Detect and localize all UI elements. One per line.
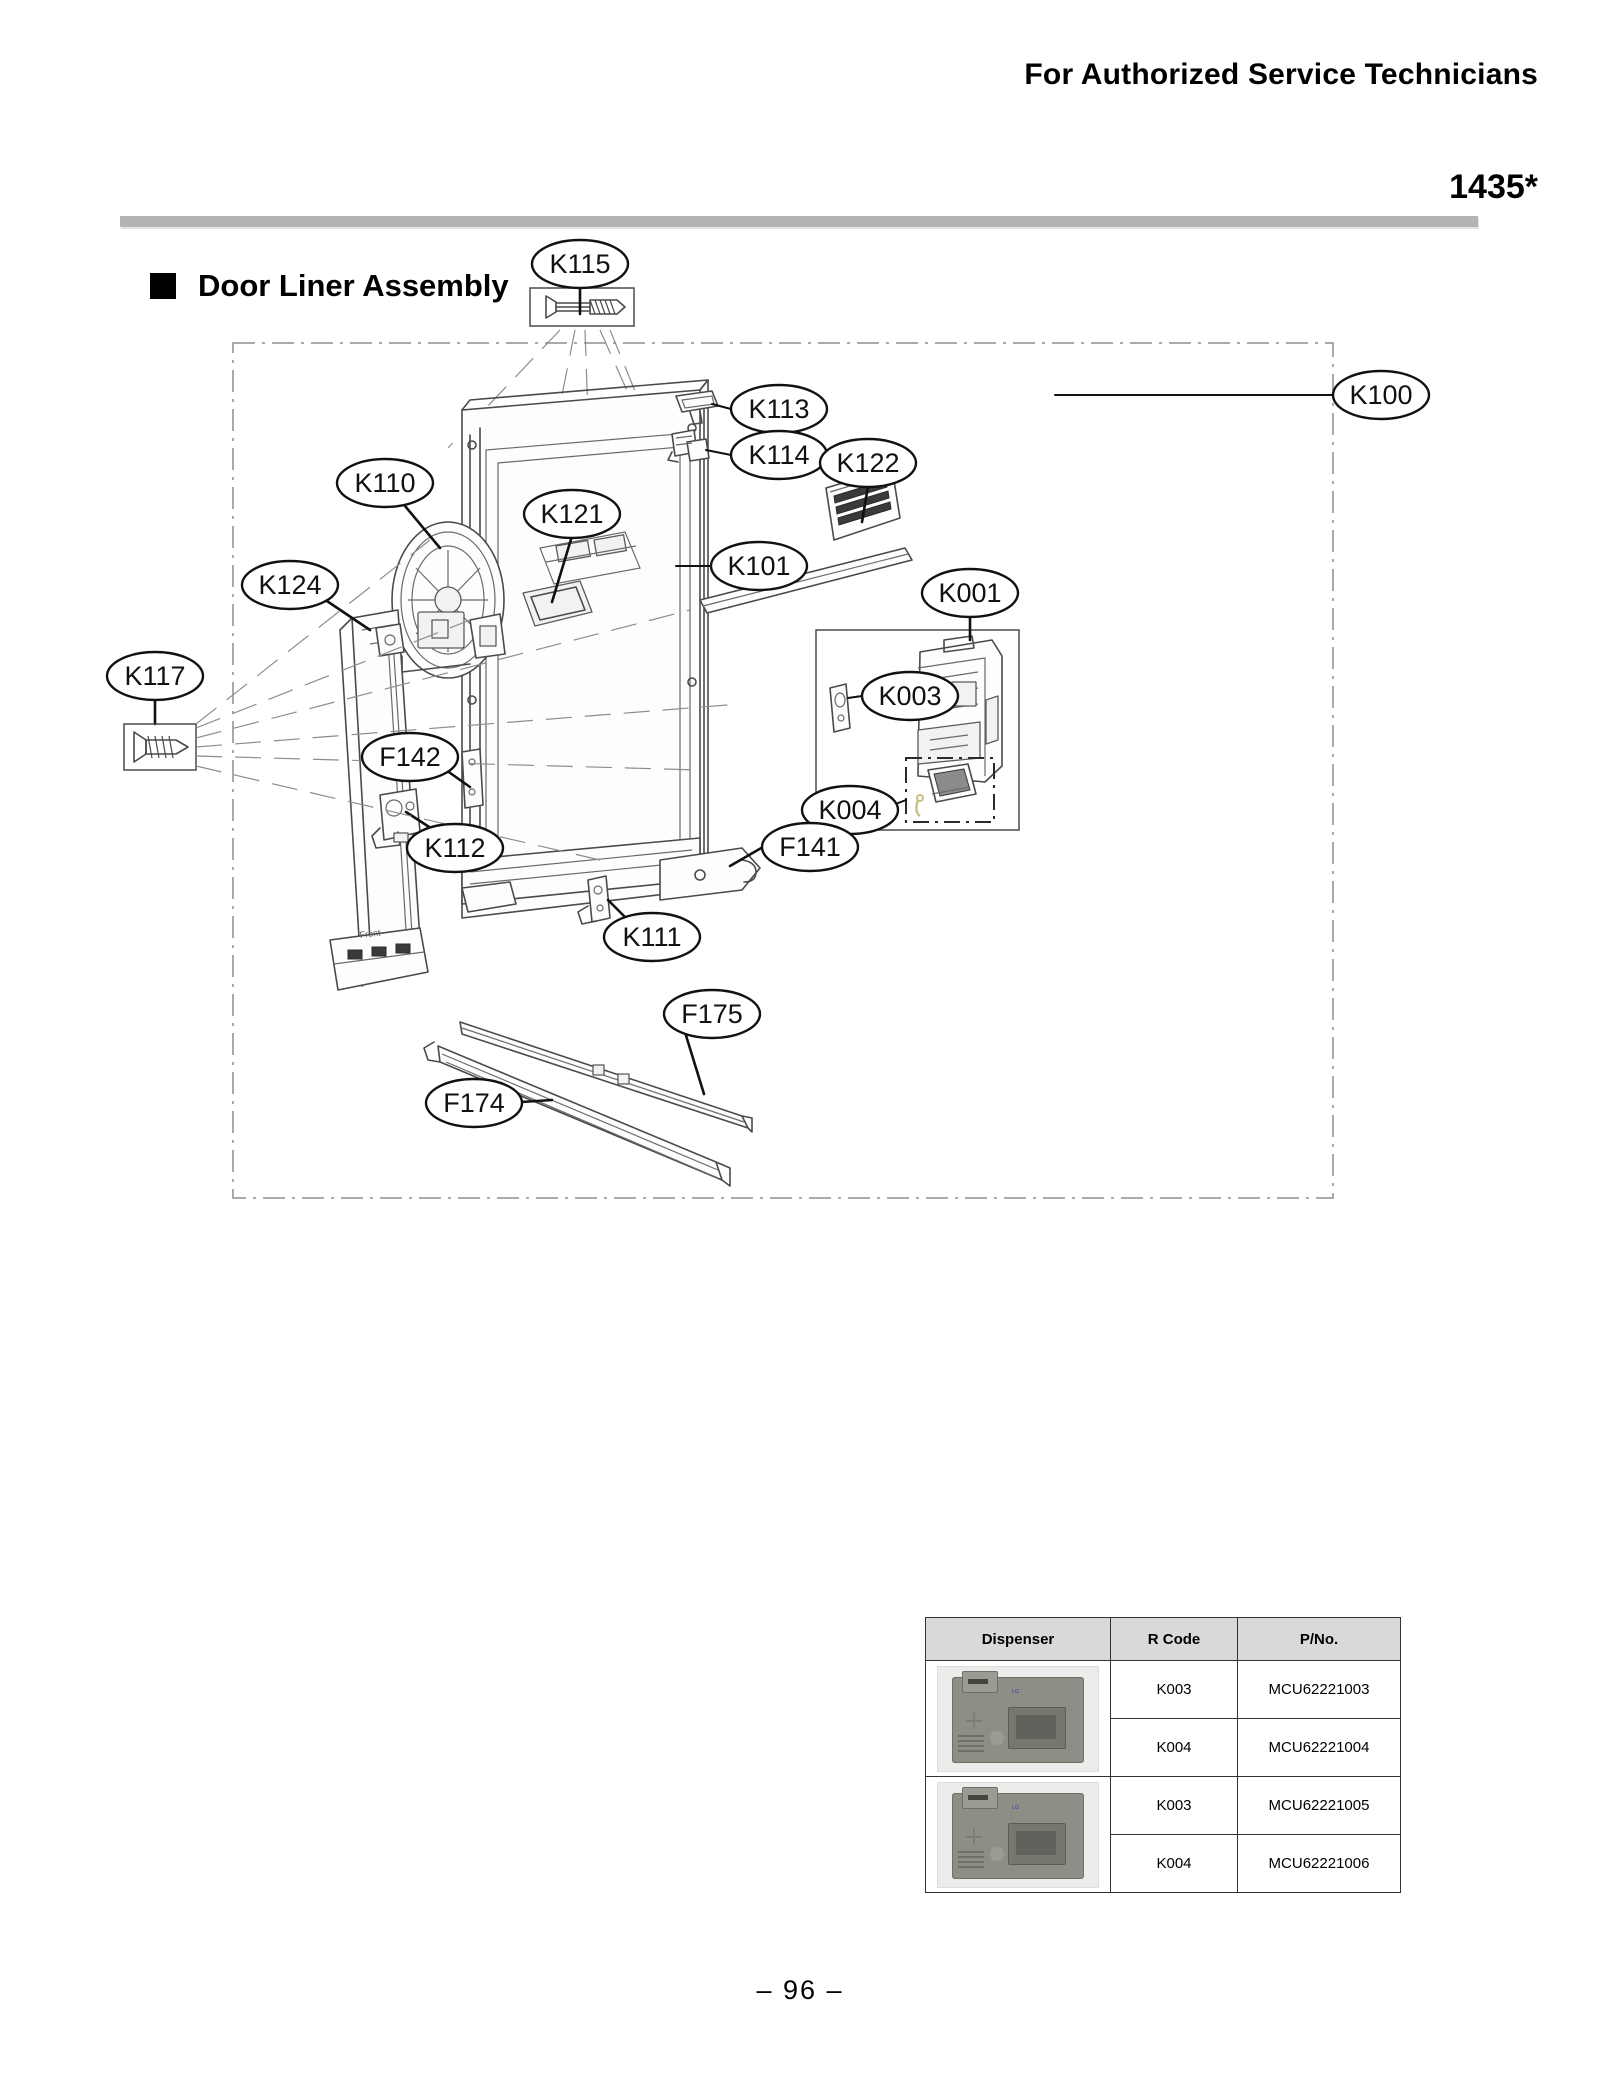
callout-k114[interactable]	[731, 431, 827, 479]
callout-k100[interactable]	[1333, 371, 1429, 419]
part-k117-screw-detail	[124, 724, 196, 770]
callout-label: K100	[1349, 380, 1413, 410]
section-heading	[150, 268, 509, 304]
cell-pno: MCU62221003	[1238, 1661, 1401, 1719]
callout-k112[interactable]	[407, 824, 503, 872]
callout-k111[interactable]	[604, 913, 700, 961]
callout-label: K115	[549, 249, 611, 279]
callout-k124[interactable]	[242, 561, 338, 609]
callout-label: K113	[748, 394, 810, 424]
cell-rcode: K004	[1111, 1719, 1238, 1777]
callout-label: K122	[836, 448, 900, 478]
cell-rcode: K003	[1111, 1661, 1238, 1719]
section-title-label: Door Liner Assembly	[198, 268, 509, 303]
callout-label: K001	[938, 578, 1002, 608]
front-label: Front	[359, 927, 382, 940]
callout-label: K121	[540, 499, 604, 529]
callout-f141[interactable]	[762, 823, 858, 871]
callout-k122[interactable]	[820, 439, 916, 487]
part-f142-bracket	[462, 749, 483, 808]
callout-label: K004	[818, 795, 882, 825]
callout-k115[interactable]	[532, 240, 628, 288]
dispenser-photo-cell-1	[926, 1661, 1111, 1777]
callout-label: K112	[424, 833, 486, 863]
callout-k110[interactable]	[337, 459, 433, 507]
column-header-rcode: R Code	[1111, 1618, 1238, 1661]
part-k003-bracket	[830, 684, 850, 732]
callout-label: K124	[258, 570, 322, 600]
callout-label: F174	[443, 1088, 505, 1118]
callout-k121[interactable]	[524, 490, 620, 538]
callout-f174[interactable]	[426, 1079, 522, 1127]
callout-k117[interactable]	[107, 652, 203, 700]
table-row	[926, 1777, 1401, 1835]
callout-f175[interactable]	[664, 990, 760, 1038]
cell-rcode: K004	[1111, 1835, 1238, 1893]
model-code: 1435*	[1449, 168, 1538, 206]
callout-label: F142	[379, 742, 441, 772]
callout-label: F141	[779, 832, 841, 862]
dispenser-photo: LG	[937, 1782, 1099, 1888]
dispenser-photo: LG	[937, 1666, 1099, 1772]
callout-label: K117	[124, 661, 186, 691]
part-k115-screw-detail	[530, 288, 634, 326]
page-number: – 96 –	[756, 1975, 844, 2005]
callout-label: K110	[354, 468, 416, 498]
cell-pno: MCU62221005	[1238, 1777, 1401, 1835]
cell-pno: MCU62221006	[1238, 1835, 1401, 1893]
dispenser-part-number-table	[925, 1617, 1401, 1893]
header-divider	[120, 216, 1478, 227]
page-title: For Authorized Service Technicians	[1024, 58, 1538, 91]
callout-label: K003	[878, 681, 942, 711]
callout-label: K111	[622, 922, 682, 952]
dispenser-photo-cell-2	[926, 1777, 1111, 1893]
cell-rcode: K003	[1111, 1777, 1238, 1835]
callout-k101[interactable]	[711, 542, 807, 590]
callout-f142[interactable]	[362, 733, 458, 781]
filled-square-icon	[150, 273, 176, 299]
callout-label: K114	[748, 440, 810, 470]
callout-label: K101	[727, 551, 791, 581]
callout-k001[interactable]	[922, 569, 1018, 617]
callout-label: F175	[681, 999, 743, 1029]
column-header-dispenser: Dispenser	[926, 1618, 1111, 1661]
column-header-pno: P/No.	[1238, 1618, 1401, 1661]
table-row	[926, 1661, 1401, 1719]
callout-k113[interactable]	[731, 385, 827, 433]
cell-pno: MCU62221004	[1238, 1719, 1401, 1777]
part-k110-sump-assembly	[392, 522, 505, 678]
part-k101-door-liner-body	[462, 380, 760, 918]
table-header-row	[926, 1618, 1401, 1661]
callout-k003[interactable]	[862, 672, 958, 720]
